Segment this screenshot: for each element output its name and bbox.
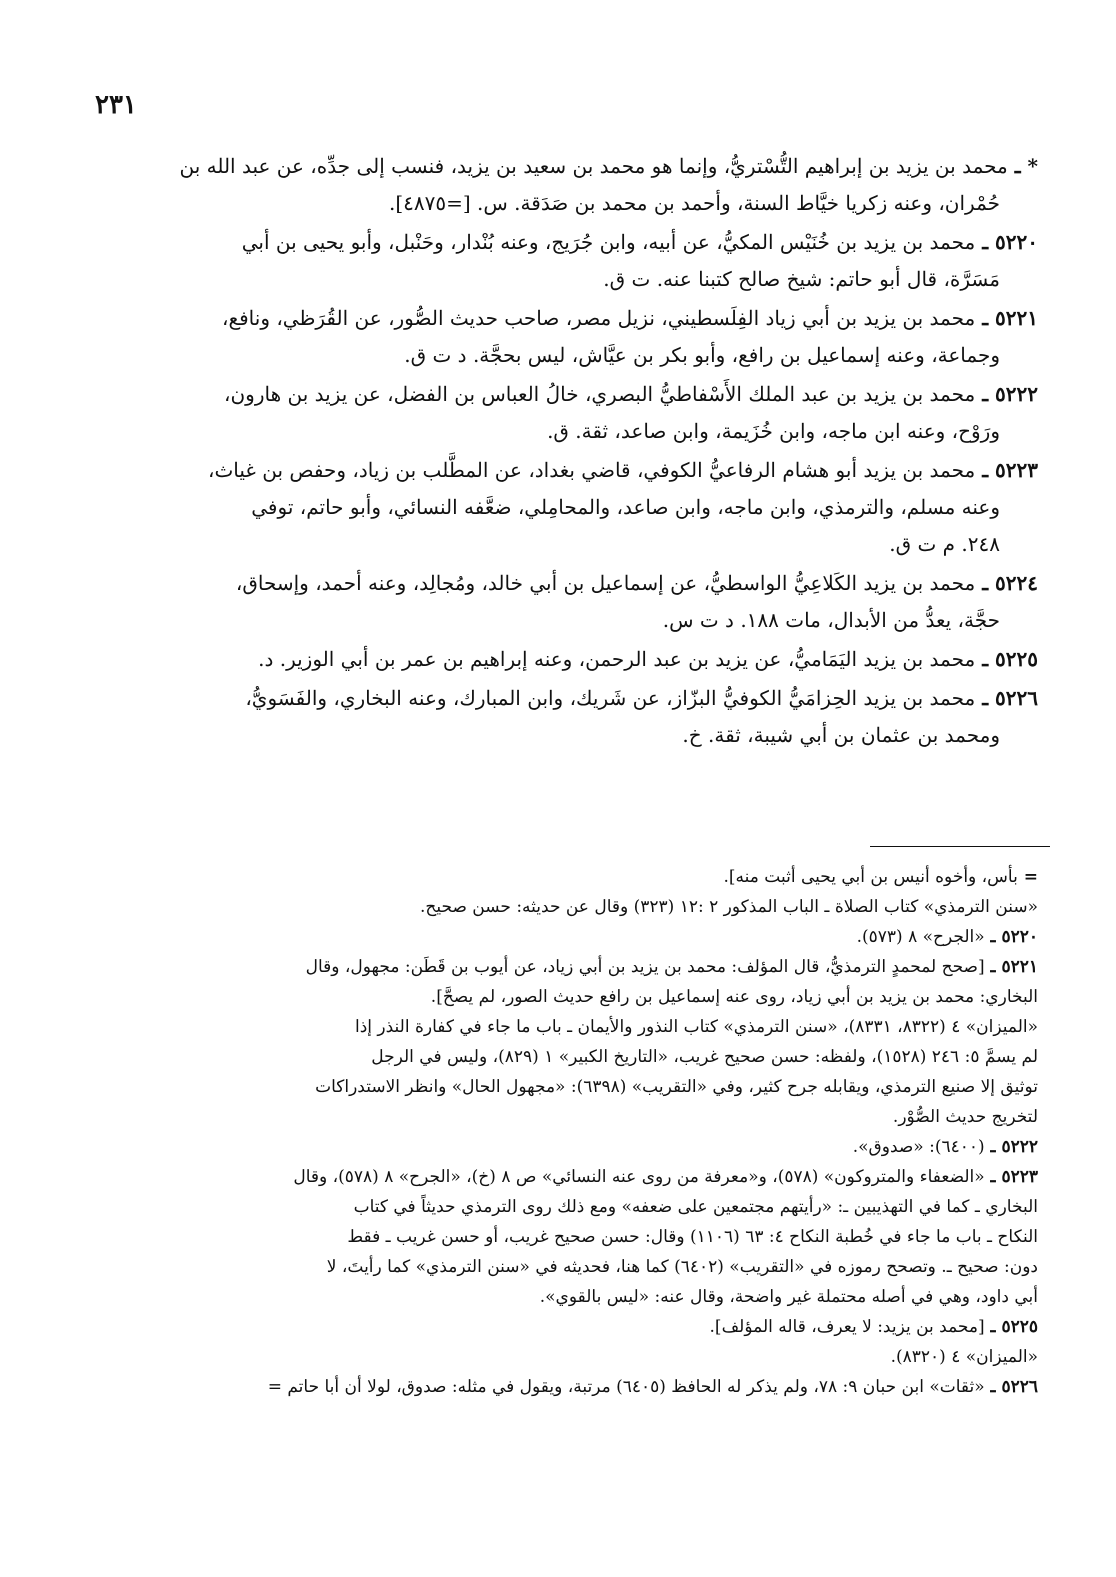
entry-line: حُمْران، وعنه زكريا خيَّاط السنة، وأحمد بن محمد بن صَدَقة. س. [=٤٨٧٥]. — [388, 191, 1000, 215]
entry-line: مَسَرَّة، قال أبو حاتم: شيخ صالح كتبنا عنه. ت ق. — [603, 267, 1000, 291]
note-line: النكاح ـ باب ما جاء في خُطبة النكاح ٤: ٦٣ (١١٠٦) وقال: حسن صحيح غريب، أو حسن غريب ـ فقط — [347, 1227, 1038, 1247]
note-5 — [78, 1312, 1038, 1372]
note-6 — [78, 1372, 1038, 1402]
entry-text: محمد بن يزيد الحِزامَيُّ الكوفيُّ البزّاز، عن شَريك، وابن المبارك، وعنه البخاري، والفَسَويُّ، — [245, 686, 976, 710]
note-line — [78, 952, 1038, 982]
note-number: ٥٢٢٥ ـ — [984, 1317, 1038, 1337]
entry-line — [78, 452, 1038, 489]
entry-1 — [78, 224, 1038, 298]
note-line — [78, 922, 1038, 952]
note-line — [78, 1132, 1038, 1162]
main-entries — [78, 148, 1038, 756]
note-text: «الجرح» ٨ (٥٧٣). — [856, 927, 985, 947]
footnote-divider — [870, 846, 1050, 847]
entry-2 — [78, 300, 1038, 374]
note-0 — [78, 862, 1038, 922]
note-line — [78, 1372, 1038, 1402]
note-line — [78, 1162, 1038, 1192]
entry-line — [78, 224, 1038, 261]
entry-text: محمد بن يزيد الكَلاعِيُّ الواسطيُّ، عن إسماعيل بن أبي خالد، ومُجالِد، وعنه أحمد، وإسحاق، — [235, 571, 976, 595]
footnotes — [78, 862, 1038, 1402]
note-text: [صحح لمحمدٍ الترمذيُّ، قال المؤلف: محمد بن يزيد بن أبي زياد، عن أيوب بن قَطَن: مجهول، وقال — [305, 957, 985, 977]
entry-line: حجَّة، يعدُّ من الأبدال، مات ١٨٨. د ت س. — [662, 608, 1000, 632]
entry-7 — [78, 680, 1038, 754]
note-line: لتخريج حديث الصُّوْر. — [892, 1107, 1038, 1127]
note-number: ٥٢٢١ ـ — [984, 957, 1038, 977]
note-text: «ثقات» ابن حبان ٩: ٧٨، ولم يذكر له الحافظ (٦٤٠٥) مرتبة، ويقول في مثله: صدوق، لولا أن أبا حاتم = — [267, 1377, 985, 1397]
entry-line: ورَوْح، وعنه ابن ماجه، وابن خُزَيمة، وابن صاعد، ثقة. ق. — [547, 419, 1000, 443]
entry-text: محمد بن يزيد بن خُنَيْس المكيُّ، عن أبيه، وابن جُرَيج، وعنه بُنْدار، وحَنْبل، وأبو يحيى بن أبي — [241, 230, 976, 254]
entry-6 — [78, 641, 1038, 678]
entry-text: محمد بن يزيد أبو هشام الرفاعيُّ الكوفي، قاضي بغداد، عن المطَّلب بن زياد، وحفص بن غياث، — [208, 458, 976, 482]
note-line: البخاري ـ كما في التهذيبين ـ: «رأيتهم مجتمعين على ضعفه» ومع ذلك روى الترمذي حديثاً في كتاب — [353, 1197, 1038, 1217]
note-2 — [78, 952, 1038, 1132]
entry-line — [78, 565, 1038, 602]
entry-number: ٥٢٢١ ـ — [975, 306, 1038, 330]
note-4 — [78, 1162, 1038, 1312]
note-number: ٥٢٢٦ ـ — [984, 1377, 1038, 1397]
entry-text: محمد بن يزيد اليَمَاميُّ، عن يزيد بن عبد الرحمن، وعنه إبراهيم بن عمر بن أبي الوزير. د. — [258, 647, 976, 671]
note-line — [78, 1312, 1038, 1342]
entry-text: محمد بن يزيد بن أبي زياد الفِلَسطيني، نزيل مصر، صاحب حديث الصُّور، عن القُرَظي، ونافع، — [222, 306, 976, 330]
note-number: ٥٢٢٢ ـ — [984, 1137, 1038, 1157]
entry-number: ٥٢٢٢ ـ — [975, 382, 1038, 406]
note-number: ٥٢٢٠ ـ — [984, 927, 1038, 947]
entry-line — [78, 148, 1038, 185]
note-text: «الضعفاء والمتروكون» (٥٧٨)، و«معرفة من روى عنه النسائي» ص ٨ (خ)، «الجرح» ٨ (٥٧٨)، وقال — [293, 1167, 985, 1187]
note-1 — [78, 922, 1038, 952]
note-line — [78, 862, 1038, 892]
note-line: دون: صحيح ـ. وتصحح رموزه في «التقريب» (٦٤٠٢) كما هنا، فحديثه في «سنن الترمذي» كما رأيتَ، لا — [326, 1257, 1038, 1277]
note-line: توثيق إلا صنيع الترمذي، ويقابله جرح كثير، وفي «التقريب» (٦٣٩٨): «مجهول الحال» وانظر الاستدراكات — [315, 1077, 1038, 1097]
entry-0 — [78, 148, 1038, 222]
entry-number: * ـ — [1007, 154, 1038, 178]
note-number: ٥٢٢٣ ـ — [984, 1167, 1038, 1187]
entry-number: ٥٢٢٥ ـ — [975, 647, 1038, 671]
entry-number: ٥٢٢٦ ـ — [975, 686, 1038, 710]
entry-line — [78, 680, 1038, 717]
entry-line — [78, 376, 1038, 413]
note-line: «الميزان» ٤ (٨٣٢٢، ٨٣٣١)، «سنن الترمذي» كتاب النذور والأيمان ـ باب ما جاء في كفارة النذر إذا — [355, 1017, 1038, 1037]
note-line: لم يسمَّ ٥: ٢٤٦ (١٥٢٨)، ولفظه: حسن صحيح غريب، «التاريخ الكبير» ١ (٨٢٩)، وليس في الرجل — [371, 1047, 1038, 1067]
entry-5 — [78, 565, 1038, 639]
entry-text: محمد بن يزيد بن عبد الملك الأَسْفاطيُّ البصري، خالُ العباس بن الفضل، عن يزيد بن هارون، — [224, 382, 976, 406]
entry-line: ٢٤٨. م ت ق. — [889, 532, 1000, 556]
entry-line: وعنه مسلم، والترمذي، وابن ماجه، وابن صاعد، والمحامِلي، ضعَّفه النسائي، وأبو حاتم، توفي — [251, 495, 1000, 519]
entry-line: وجماعة، وعنه إسماعيل بن رافع، وأبو بكر بن عيَّاش، ليس بحجَّة. د ت ق. — [404, 343, 1000, 367]
note-line: أبي داود، وهي في أصله محتملة غير واضحة، وقال عنه: «ليس بالقوي». — [539, 1287, 1038, 1307]
note-3 — [78, 1132, 1038, 1162]
entry-number: ٥٢٢٠ ـ — [975, 230, 1038, 254]
note-text: [محمد بن يزيد: لا يعرف، قاله المؤلف]. — [709, 1317, 985, 1337]
entry-3 — [78, 376, 1038, 450]
entry-text: محمد بن يزيد بن إبراهيم التُّسْتريُّ، وإنما هو محمد بن سعيد بن يزيد، فنسب إلى جدِّه، عن عبد الله بن — [179, 154, 1008, 178]
note-line: البخاري: محمد بن يزيد بن أبي زياد، روى عنه إسماعيل بن رافع حديث الصور، لم يصحَّ]. — [430, 987, 1038, 1007]
entry-line: ومحمد بن عثمان بن أبي شيبة، ثقة. خ. — [682, 723, 1000, 747]
entry-4 — [78, 452, 1038, 563]
note-text: بأس، وأخوه أنيس بن أبي يحيى أثبت منه]. — [723, 867, 1018, 887]
entry-line — [78, 641, 1038, 678]
page-number: ٢٣١ — [95, 90, 137, 120]
entry-number: ٥٢٢٤ ـ — [975, 571, 1038, 595]
entry-line — [78, 300, 1038, 337]
note-line: «الميزان» ٤ (٨٣٢٠). — [890, 1347, 1038, 1367]
note-number: = — [1017, 867, 1038, 887]
note-text: (٦٤٠٠): «صدوق». — [852, 1137, 985, 1157]
entry-number: ٥٢٢٣ ـ — [975, 458, 1038, 482]
note-line: «سنن الترمذي» كتاب الصلاة ـ الباب المذكور ٢ :١٢ (٣٢٣) وقال عن حديثه: حسن صحيح. — [419, 897, 1038, 917]
